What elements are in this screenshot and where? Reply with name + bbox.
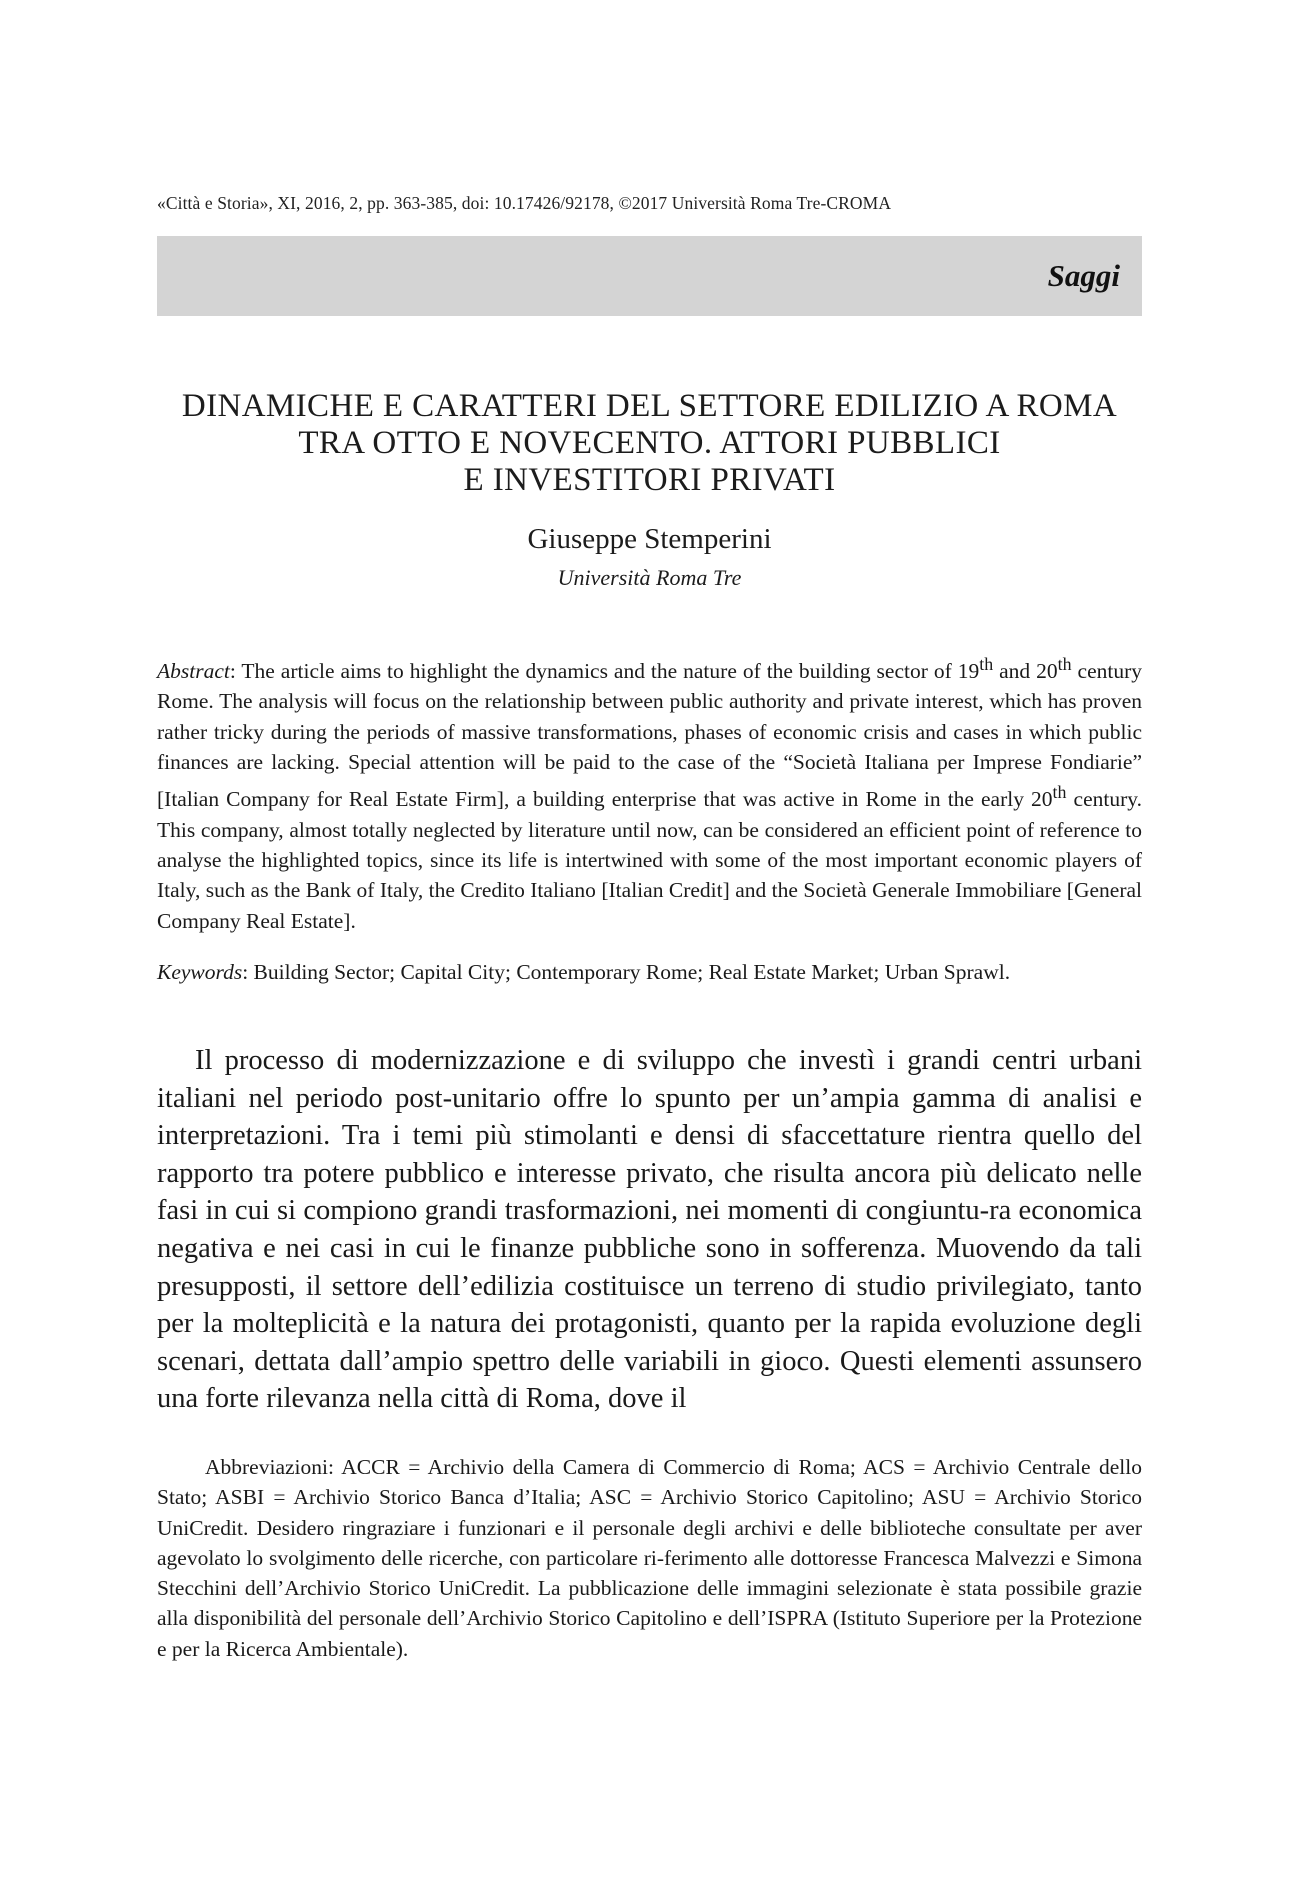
abstract-sup-1: th [979,654,994,674]
abstract-text-1: : The article aims to highlight the dynamics and the nature of the building sector of 19 [229,659,980,684]
abstract-sup-3: th [1052,782,1067,803]
abstract-text-4: century. This company, almost totally neglected by literature until now, can be considered an efficient point of reference to analyse the highlighted topics, since its life is intertwined with some of the most important economic players of Italy, such as the Bank of Italy, the Credito Italiano [Italian Credit] and the Società Generale Immobiliare [General Company Real Estate]. [157,787,1142,933]
keywords-label: Keywords [157,960,243,984]
keywords [157,957,1142,987]
abstract-text-2: and 20 [993,659,1058,684]
article-title [157,388,1142,499]
body-paragraph: Il processo di modernizzazione e di sviluppo che investì i grandi centri urbani italiani nel periodo post-unitario offre lo spunto per un’ampia gamma di analisi e interpretazioni. Tra i temi più stimolanti e densi di sfaccettature rientra quello del rapporto tra potere pubblico e interesse privato, che risulta ancora più delicato nelle fasi in cui si compiono grandi trasformazioni, nei momenti di congiuntu-ra economica negativa e nei casi in cui le finanze pubbliche sono in sofferenza. Muovendo da tali presupposti, il settore dell’edilizia costituisce un terreno di studio privilegiato, tanto per la molteplicità e la natura dei protagonisti, quanto per la rapida evoluzione degli scenari, dettata dall’ampio spettro delle variabili in gioco. Questi elementi assunsero una forte rilevanza nella città di Roma, dove il [157,1045,1142,1415]
author-affiliation: Università Roma Tre [557,565,742,590]
abstract-sup-2: th [1057,654,1072,674]
section-label: Saggi [1047,258,1120,293]
abstract-label: Abstract [157,659,230,684]
keywords-text: : Building Sector; Capital City; Contemporary Rome; Real Estate Market; Urban Sprawl. [242,960,1011,984]
journal-citation: «Città e Storia», XI, 2016, 2, pp. 363-385, doi: 10.17426/92178, ©2017 Università Roma Tre-CROMA [157,193,892,213]
title-line-1: DINAMICHE E CARATTERI DEL SETTORE EDILIZIO A ROMA [181,388,1118,424]
footnote: Abbreviazioni: ACCR = Archivio della Camera di Commercio di Roma; ACS = Archivio Centrale dello Stato; ASBI = Archivio Storico Banca d’Italia; ASC = Archivio Storico Capitolino; ASU = Archivio Storico UniCredit. Desidero ringraziare i funzionari e il personale degli archivi e delle biblioteche consultate per aver agevolato lo svolgimento delle ricerche, con particolare ri-ferimento alle dottoresse Francesca Malvezzi e Simona Stecchini dell’Archivio Storico UniCredit. La pubblicazione delle immagini selezionate è stata possibile grazie alla disponibilità del personale dell’Archivio Storico Capitolino e dell’ISPRA (Istituto Superiore per la Protezione e per la Ricerca Ambientale). [157,1455,1142,1661]
title-line-3: E INVESTITORI PRIVATI [463,462,836,498]
abstract-text-3: century Rome. The analysis will focus on the relationship between public authority and private interest, which has proven rather tricky during the periods of massive transformations, phases of economic crisis and cases in which public finances are lacking. Special attention will be paid to the case of the “Società Italiana per Imprese Fondiarie” [Italian Company for Real Estate Firm], a building enterprise that was active in Rome in the early 20 [157,659,1142,812]
author-name: Giuseppe Stemperini [527,523,772,555]
section-header-band [157,236,1142,316]
title-line-2: TRA OTTO E NOVECENTO. ATTORI PUBBLICI [298,425,1001,461]
abstract [157,649,1142,936]
